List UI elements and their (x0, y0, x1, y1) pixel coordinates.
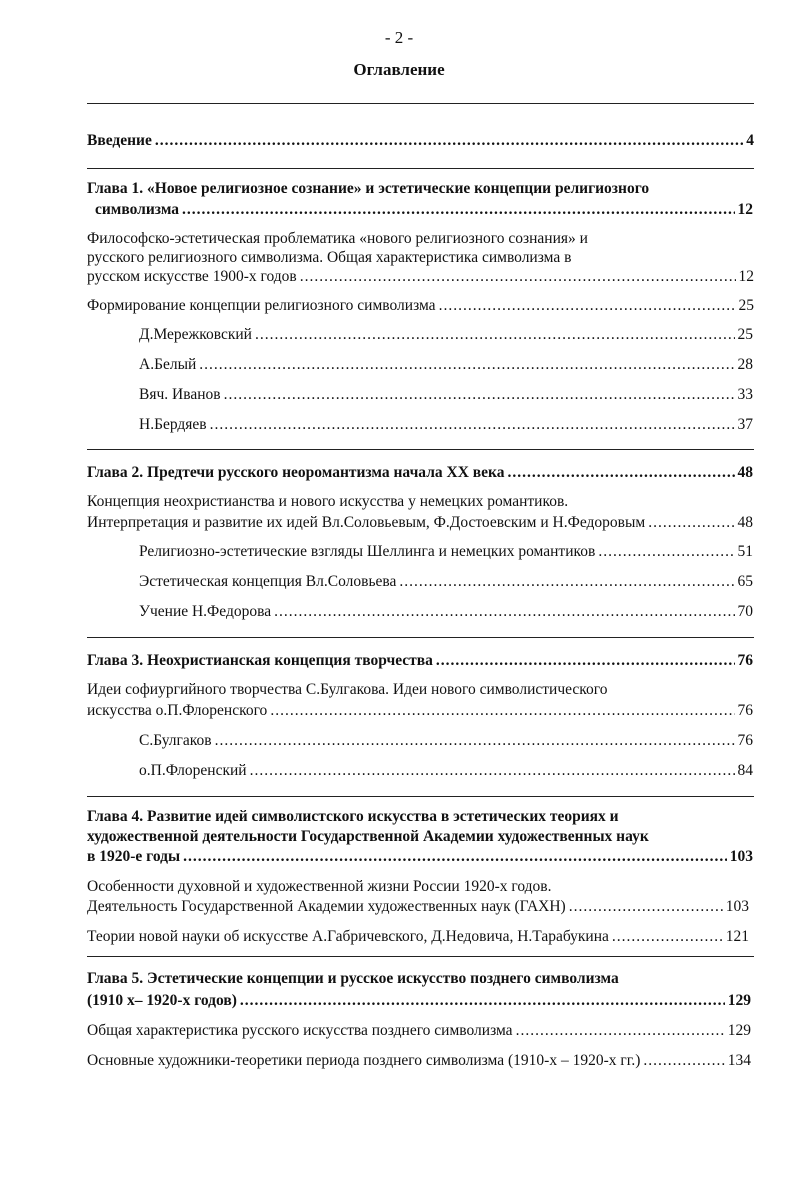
toc-chapter-1-title[interactable]: Глава 1. «Новое религиозное сознание» и эстетические концепции религиозного (87, 180, 650, 197)
toc-item[interactable] (139, 571, 753, 593)
toc-entry-page: 103 (729, 848, 753, 865)
toc-section-1-1[interactable] (87, 266, 754, 288)
toc-entry-page: 25 (737, 326, 753, 343)
toc-item[interactable] (139, 324, 753, 346)
toc-chapter-4-title[interactable]: художественной деятельности Государственной Академии художественных наук (87, 828, 649, 845)
toc-entry-page: 51 (737, 543, 753, 560)
toc-entry-page: 37 (737, 416, 753, 433)
toc-leader-dots (516, 1020, 725, 1042)
toc-entry-page: 28 (737, 356, 753, 373)
toc-entry-page: 134 (727, 1052, 751, 1069)
toc-entry-label: Религиозно-эстетические взгляды Шеллинга и немецких романтиков (139, 543, 596, 560)
toc-item[interactable] (139, 730, 753, 752)
toc-leader-dots (155, 130, 743, 152)
toc-entry-page: 48 (737, 514, 753, 531)
toc-section-5-1[interactable] (87, 1020, 751, 1042)
toc-chapter-5-entry[interactable] (87, 990, 751, 1012)
toc-entry-page: 4 (746, 132, 754, 149)
section-divider (87, 637, 754, 638)
section-divider (87, 449, 754, 450)
toc-entry-label: Глава 2. Предтечи русского неоромантизма начала XX века (87, 464, 505, 481)
toc-chapter-5-title[interactable]: Глава 5. Эстетические концепции и русское искусство позднего символизма (87, 970, 619, 987)
toc-leader-dots (182, 199, 734, 221)
toc-leader-dots (436, 650, 735, 672)
toc-leader-dots (648, 512, 734, 534)
toc-entry-label: о.П.Флоренский (139, 762, 247, 779)
toc-entry-page: 33 (737, 386, 753, 403)
toc-entry-page: 70 (737, 603, 753, 620)
toc-section-4-2[interactable] (87, 926, 749, 948)
toc-chapter-3-entry[interactable] (87, 650, 753, 672)
page-number: - 2 - (384, 28, 414, 47)
toc-chapter-1-entry[interactable] (95, 199, 753, 221)
toc-section-text: Философско-эстетическая проблематика «нового религиозного сознания» и (87, 230, 588, 247)
toc-section-text: Концепция неохристианства и нового искусства у немецких романтиков. (87, 493, 569, 510)
toc-entry-label: символизма (95, 201, 180, 218)
toc-section-text: Идеи софиургийного творчества С.Булгакова. Идеи нового символистического (87, 681, 608, 698)
toc-section-5-2[interactable] (87, 1050, 751, 1072)
toc-item[interactable] (139, 384, 753, 406)
toc-leader-dots (507, 462, 734, 484)
toc-leader-dots (224, 384, 735, 406)
toc-section-1-2[interactable] (87, 295, 754, 317)
toc-leader-dots (199, 354, 734, 376)
toc-entry-page: 12 (737, 201, 753, 218)
toc-entry-label: Формирование концепции религиозного символизма (87, 297, 436, 314)
toc-entry-label: Теории новой науки об искусстве А.Габричевского, Д.Недовича, Н.Тарабукина (87, 928, 609, 945)
toc-entry-label: С.Булгаков (139, 732, 212, 749)
toc-entry-label: Д.Мережковский (139, 326, 252, 343)
toc-entry-label: Деятельность Государственной Академии художественных наук (ГАХН) (87, 898, 566, 915)
toc-entry-page: 12 (738, 268, 754, 285)
toc-section-text: Особенности духовной и художественной жизни России 1920-х годов. (87, 878, 552, 895)
toc-item[interactable] (139, 760, 753, 782)
toc-leader-dots (274, 601, 734, 623)
toc-chapter-4-title[interactable]: Глава 4. Развитие идей символистского искусства в эстетических теориях и (87, 808, 619, 825)
toc-chapter-4-entry[interactable] (87, 846, 753, 868)
toc-entry-label: русском искусстве 1900-х годов (87, 268, 297, 285)
toc-entry-label: Введение (87, 132, 152, 149)
toc-entry-intro[interactable] (87, 130, 754, 152)
toc-entry-page: 129 (727, 992, 751, 1009)
toc-section-4-1[interactable] (87, 896, 749, 918)
toc-item[interactable] (139, 541, 753, 563)
toc-leader-dots (215, 730, 735, 752)
toc-leader-dots (439, 295, 736, 317)
toc-entry-page: 76 (737, 652, 753, 669)
toc-entry-page: 76 (737, 702, 753, 719)
toc-entry-label: (1910 х– 1920-х годов) (87, 992, 237, 1009)
toc-entry-label: Глава 3. Неохристианская концепция творчества (87, 652, 433, 669)
toc-leader-dots (240, 990, 725, 1012)
toc-item[interactable] (139, 354, 753, 376)
toc-leader-dots (643, 1050, 724, 1072)
toc-entry-page: 103 (725, 898, 749, 915)
toc-entry-page: 76 (737, 732, 753, 749)
toc-entry-label: Общая характеристика русского искусства позднего символизма (87, 1022, 513, 1039)
toc-entry-label: Эстетическая концепция Вл.Соловьева (139, 573, 397, 590)
toc-section-3-1[interactable] (87, 700, 753, 722)
toc-item[interactable] (139, 601, 753, 623)
toc-entry-page: 25 (738, 297, 754, 314)
section-divider (87, 956, 754, 957)
section-divider (87, 168, 754, 169)
toc-entry-page: 84 (737, 762, 753, 779)
toc-entry-label: Вяч. Иванов (139, 386, 221, 403)
toc-entry-label: Н.Бердяев (139, 416, 207, 433)
toc-entry-page: 129 (727, 1022, 751, 1039)
toc-entry-label: Учение Н.Федорова (139, 603, 272, 620)
toc-entry-label: искусства о.П.Флоренского (87, 702, 268, 719)
toc-chapter-2-entry[interactable] (87, 462, 753, 484)
toc-leader-dots (250, 760, 735, 782)
section-divider (87, 796, 754, 797)
toc-leader-dots (598, 541, 734, 563)
toc-leader-dots (270, 700, 734, 722)
toc-entry-page: 48 (737, 464, 753, 481)
toc-entry-page: 121 (725, 928, 749, 945)
toc-leader-dots (183, 846, 727, 868)
toc-leader-dots (569, 896, 723, 918)
toc-leader-dots (255, 324, 735, 346)
toc-entry-page: 65 (737, 573, 753, 590)
header-rule (87, 103, 754, 104)
toc-leader-dots (399, 571, 734, 593)
toc-entry-label: Основные художники-теоретики периода позднего символизма (1910-х – 1920-х гг.) (87, 1052, 641, 1069)
toc-section-text: русского религиозного символизма. Общая характеристика символизма в (87, 249, 572, 266)
page-title: Оглавление (353, 60, 445, 79)
toc-entry-label: Интерпретация и развитие их идей Вл.Соловьевым, Ф.Достоевским и Н.Федоровым (87, 514, 646, 531)
toc-item[interactable] (139, 414, 753, 436)
toc-leader-dots (210, 414, 735, 436)
toc-entry-label: в 1920-е годы (87, 848, 181, 865)
toc-leader-dots (300, 266, 736, 288)
toc-section-2-1[interactable] (87, 512, 753, 534)
toc-entry-label: А.Белый (139, 356, 197, 373)
toc-leader-dots (612, 926, 723, 948)
